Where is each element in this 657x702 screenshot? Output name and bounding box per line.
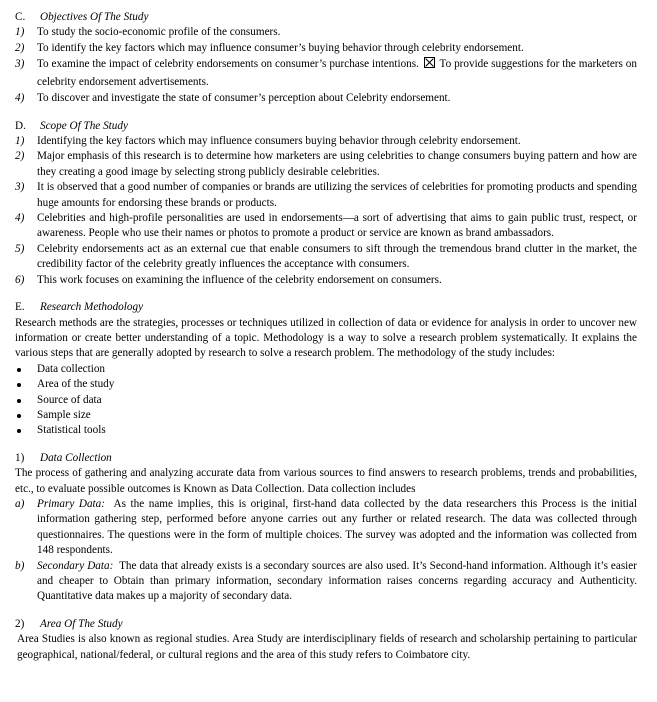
item-number: 2): [15, 150, 25, 163]
subsection-number: 1): [15, 451, 25, 464]
section-title: Scope Of The Study: [40, 119, 128, 132]
document-page: [15, 10, 637, 663]
item-text: Identifying the key factors which may influence consumers buying behavior through celebrity endorsement.: [37, 135, 521, 148]
area-paragraph: Area Studies is also known as regional studies. Area Study are interdisciplinary fields of research and scholarship pertaining to particular geographical, national/federal, or cultural regions and the area of this study refers to Coimbatore city.: [17, 633, 637, 661]
list-item: [15, 134, 637, 149]
bullet-icon: [17, 368, 21, 372]
item-text: To identify the key factors which may influence consumer’s buying behavior through celebrity endorsement.: [37, 41, 524, 54]
list-item: [15, 180, 637, 211]
list-item: [15, 362, 637, 377]
subsection-title: Area Of The Study: [40, 617, 123, 630]
list-item: [15, 273, 637, 288]
bullet-icon: [17, 399, 21, 403]
item-text: To study the socio-economic profile of the consumers.: [37, 26, 281, 39]
list-item: [15, 423, 637, 438]
list-item: [15, 497, 637, 559]
item-number: 4): [15, 212, 25, 225]
list-item: [15, 41, 637, 56]
item-text: The data that already exists is a secondary sources are also used. It’s Second-hand information. Although it’s easier and cheaper to Obtain than primary information, secondary information raises concerns regarding accuracy and Authenticity. Quantitative data makes up a majority of secondary data.: [37, 559, 637, 603]
item-text: It is observed that a good number of companies or brands are utilizing the services of celebrities for promoting products and spending huge amounts for endorsing these brands or products.: [37, 181, 637, 209]
item-text: To examine the impact of celebrity endorsements on consumer’s purchase intentions.: [37, 58, 419, 71]
section-letter: C.: [15, 11, 26, 23]
list-item: [15, 408, 637, 423]
list-item: [15, 56, 637, 91]
item-number: 4): [15, 92, 25, 105]
objectives-heading: [15, 10, 637, 25]
research-heading: [15, 300, 637, 315]
research-paragraph: Research methods are the strategies, processes or techniques utilized in collection of data or evidence for analysis in order to uncover new information or create better understanding of a topic. Methodology is a way to solve a research problem systematically. It explains the various steps that are generally adopted by research to solve a research problem. The methodology of the study includes:: [15, 316, 637, 360]
list-item: [15, 25, 637, 40]
data-collection-heading: [15, 451, 637, 466]
item-text: Celebrity endorsements act as an external cue that enable consumers to sift through the tremendous brand clutter in the market, the credibility factor of the celebrity greatly influences the acceptance with consumers.: [37, 242, 637, 271]
item-number: 3): [15, 58, 25, 71]
bullet-text: Statistical tools: [37, 424, 106, 437]
list-item: [15, 149, 637, 180]
item-number: 1): [15, 135, 25, 148]
list-item: [15, 393, 637, 408]
bullet-icon: [17, 429, 21, 433]
list-item: [15, 91, 637, 106]
section-title: Objectives Of The Study: [40, 11, 149, 23]
subsection-number: 2): [15, 617, 25, 630]
list-item: [15, 242, 637, 273]
item-number: a): [15, 497, 25, 510]
section-letter: E.: [15, 301, 25, 314]
item-label: Primary Data:: [37, 497, 105, 510]
section-title: Research Methodology: [40, 301, 144, 314]
bullet-text: Data collection: [37, 362, 106, 375]
item-text: This work focuses on examining the influence of the celebrity endorsement on consumers.: [37, 273, 442, 286]
item-text: Celebrities and high-profile personalities are used in endorsements—a sort of advertising that aims to gain public trust, respect, or awareness. People who use their names or photos to promote a product or service are known as brand ambassadors.: [37, 212, 637, 240]
item-label: Secondary Data:: [37, 559, 114, 572]
bullet-icon: [17, 414, 21, 418]
bullet-text: Area of the study: [37, 378, 115, 391]
list-item: [15, 377, 637, 392]
section-letter: D.: [15, 119, 26, 132]
item-number: 1): [15, 26, 25, 39]
checkbox-icon: [424, 57, 435, 68]
bullet-text: Source of data: [37, 393, 102, 406]
subsection-title: Data Collection: [40, 451, 112, 464]
list-item: [15, 559, 637, 605]
bullet-icon: [17, 383, 21, 387]
item-text: Major emphasis of this research is to determine how marketers are using celebrities to change consumers buying pattern and how are they creating a good image by selecting strong publicly desirable celebrities.: [37, 150, 637, 178]
area-heading: [15, 617, 637, 632]
item-number: 2): [15, 41, 25, 54]
item-number: 3): [15, 181, 25, 194]
item-text: As the name implies, this is original, first-hand data collected by the data researchers this Process is the initial information gathering step, performed before anyone carries out any further or related research. The data was collected through questionnaires. The questions were in the form of multiple choices. The survey was adopted and the information was collected from 148 respondents.: [37, 497, 637, 557]
item-text: To discover and investigate the state of consumer’s perception about Celebrity endorsement.: [37, 92, 451, 105]
list-item: [15, 211, 637, 242]
item-number: 5): [15, 242, 25, 255]
item-text-continued: To provide suggestions for the marketers on celebrity endorsement advertisements.: [37, 58, 637, 88]
item-number: 6): [15, 273, 25, 286]
scope-heading: [15, 119, 637, 134]
bullet-text: Sample size: [37, 408, 91, 421]
item-number: b): [15, 559, 25, 572]
data-collection-paragraph: The process of gathering and analyzing accurate data from various sources to find answers to research problems, trends and probabilities, etc., to evaluate possible outcomes is Known as Data Collection. Data collection includes: [15, 467, 637, 495]
methodology-list: [15, 362, 637, 439]
